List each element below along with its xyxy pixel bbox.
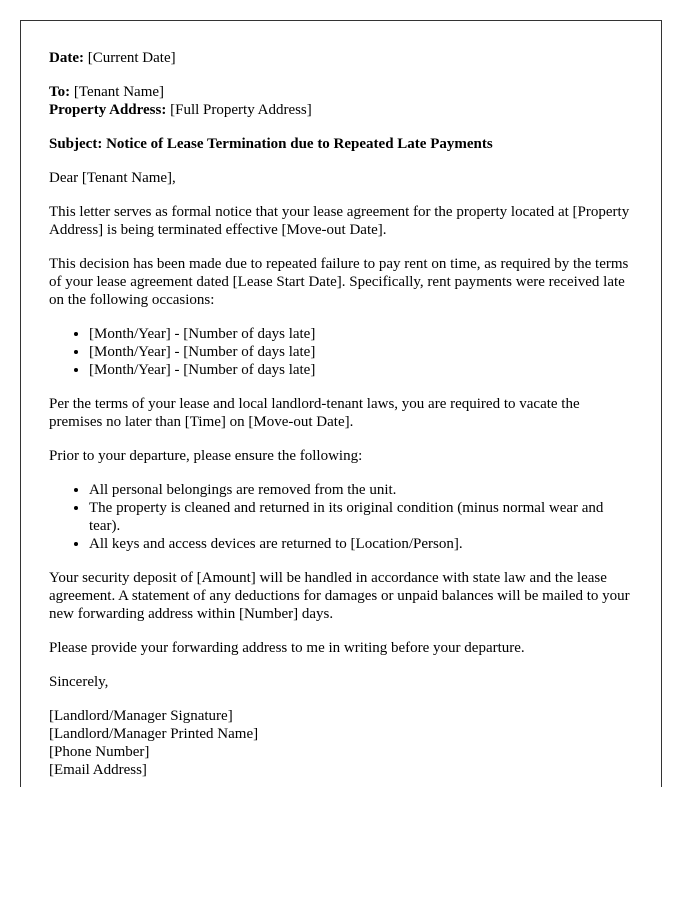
phone-number: [Phone Number] [49,744,150,760]
late-payments-list [49,325,633,379]
list-item: • [Month/Year] - [Number of days late] [89,343,633,361]
printed-name: [Landlord/Manager Printed Name] [49,726,259,742]
signature-block [49,707,633,779]
list-item: • [Month/Year] - [Number of days late] [89,361,633,379]
paragraph-deposit: Your security deposit of [Amount] will be handled in accordance with state law and the lease agreement. A statement of any deductions for damages or unpaid balances will be mailed to your new forwarding address within [Number] days. [49,570,630,622]
list-item: • The property is cleaned and returned in its original condition (minus normal wear and tear). [89,499,633,535]
paragraph-prior: Prior to your departure, please ensure the following: [49,448,363,464]
closing: Sincerely, [49,674,109,690]
to-value: [Tenant Name] [73,84,165,100]
date-value: [Current Date] [87,50,176,66]
paragraph-vacate: Per the terms of your lease and local landlord-tenant laws, you are required to vacate the premises no later than [Time] on [Move-out Date]. [49,396,580,430]
letter [20,20,662,787]
list-item: • All keys and access devices are returned to [Location/Person]. [89,535,633,553]
list-item: • All personal belongings are removed from the unit. [89,481,633,499]
paragraph-reason: This decision has been made due to repeated failure to pay rent on time, as required by the terms of your lease agreement dated [Lease Start Date]. Specifically, rent payments were received late on the following occasions: [49,256,629,308]
address-label: Property Address: [49,102,167,118]
to-label: To: [49,84,71,100]
list-item: • [Month/Year] - [Number of days late] [89,325,633,343]
subject-text: Subject: Notice of Lease Termination due to Repeated Late Payments [49,136,493,152]
signature-line: [Landlord/Manager Signature] [49,708,233,724]
requirements-list [49,481,633,553]
salutation: Dear [Tenant Name], [49,170,176,186]
date-label: Date: [49,50,84,66]
email-address: [Email Address] [49,762,147,778]
recipient-block [49,83,633,119]
paragraph-forwarding: Please provide your forwarding address to me in writing before your departure. [49,640,525,656]
address-value: [Full Property Address] [170,102,312,118]
paragraph-notice: This letter serves as formal notice that your lease agreement for the property located at [Property Address] is being terminated effective [Move-out Date]. [49,204,630,238]
date-line [49,49,633,67]
subject-line [49,135,633,153]
